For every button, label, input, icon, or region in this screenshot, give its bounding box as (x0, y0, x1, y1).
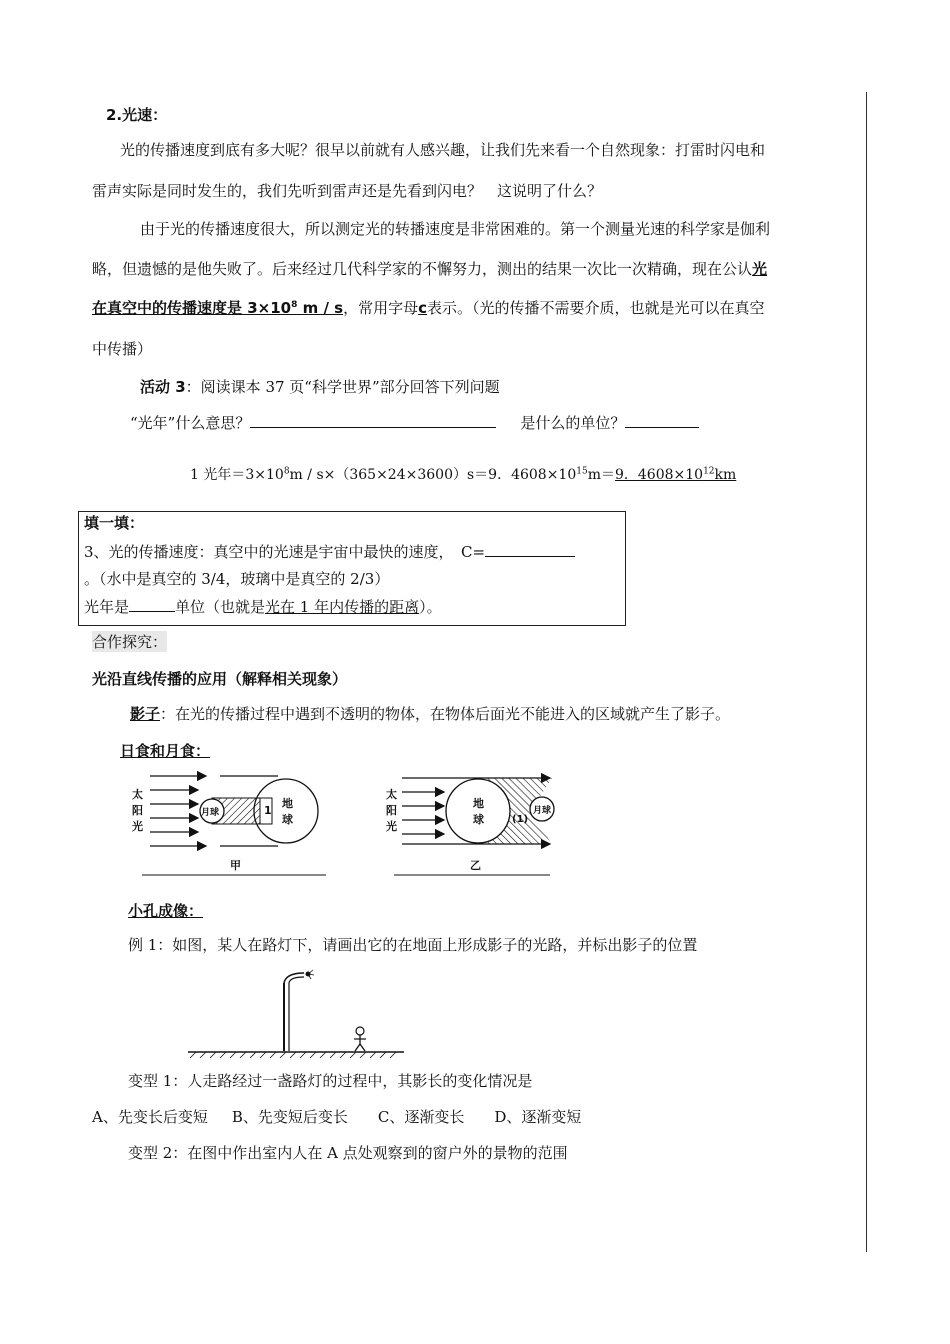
variant2-text: 变型 2：在图中作出室内人在 A 点处观察到的窗户外的景物的范围 (128, 1144, 568, 1162)
para2-line1: 由于光的传播速度很大，所以测定光的转播速度是非常困难的。第一个测量光速的科学家是伽利 (140, 220, 771, 238)
fill-box-line1: 3、光的传播速度：真空中的光速是宇宙中最快的速度， C= (84, 541, 575, 562)
street-lamp-figure (184, 965, 406, 1059)
para1-line2: 雷声实际是同时发生的，我们先听到雷声还是先看到闪电？ 这说明了什么？ (92, 182, 603, 200)
formula-result: 9．$4608\times 10^{12}km$ (614, 466, 737, 483)
para2-line2-text: 略，但遗憾的是他失败了。后来经过几代科学家的不懈努力，测出的结果一次比一次精确，现在公认 (92, 260, 753, 278)
fill-box-line2: 。（水中是真空的 3/4，玻璃中是真空的 2/3） (84, 570, 390, 588)
section-heading: 2.光速： (106, 106, 168, 124)
caption-jia: 甲 (230, 859, 241, 872)
eclipse-title: 日食和月食： (120, 742, 211, 760)
answer-blank-c[interactable] (485, 542, 575, 557)
para2-line2-bold: 光 (752, 260, 768, 278)
para2-line3-text: ，常用字母 (343, 299, 419, 317)
light-speed-statement: 在真空中的传播速度是 $3\times 10^8$ m / s (92, 299, 344, 317)
q-unit: 是什么的单位？ (520, 414, 626, 432)
fill-box-line3: 光年是 单位（也就是光在 1 年内传播的距离）。 (84, 598, 442, 616)
shadow-text: ：在光的传播过程中遇到不透明的物体，在物体后面光不能进入的区域就产生了影子。 (160, 705, 731, 723)
earth-label-yi: 地 球 (473, 797, 484, 826)
answer-blank-meaning[interactable] (250, 413, 496, 428)
answer-blank-unit[interactable] (625, 413, 699, 428)
q-meaning: “光年”什么意思？ (130, 414, 251, 432)
pinhole-title: 小孔成像： (128, 902, 204, 920)
options-row (92, 1106, 581, 1127)
activity3-label: 活动 3 (140, 378, 186, 396)
option-d: D、逐渐变短 (494, 1108, 582, 1126)
moon-label-yi: 月球 (533, 806, 552, 816)
activity3 (140, 376, 500, 397)
lightyear-questions (130, 412, 699, 433)
shadow-definition (130, 703, 730, 724)
activity3-text: ：阅读课本 37 页“科学世界”部分回答下列问题 (185, 378, 500, 396)
para2-line3 (92, 297, 765, 318)
region-label-jia: 1 (264, 804, 272, 817)
para2-line2 (92, 258, 767, 279)
letter-c: c (418, 299, 427, 317)
variant1-text: 变型 1：人走路经过一盏路灯的过程中，其影长的变化情况是 (128, 1072, 533, 1090)
earth-label-jia: 地 球 (282, 797, 293, 826)
para2-line3-rest: 表示。（光的传播不需要介质，也就是光可以在真空 (427, 299, 765, 317)
example1-text: 例 1：如图，某人在路灯下，请画出它的在地面上形成影子的光路，并标出影子的位置 (128, 936, 698, 954)
option-c: C、逐渐变长 (377, 1108, 465, 1126)
shadow-label: 影子 (130, 705, 161, 723)
sun-label-jia: 太 阳 光 (132, 788, 143, 833)
caption-yi: 乙 (470, 859, 481, 872)
lightyear-formula: 1 光年$=3\times 10^8m / s\times(365\times 24\times 3600)s=9$．$4608\times 10^{15}m=9$．$4608\times 10^{12}km$ (190, 466, 737, 483)
application-title: 光沿直线传播的应用（解释相关现象） (92, 670, 348, 688)
lightyear-definition: 光在 1 年内传播的距离 (265, 598, 420, 616)
answer-blank-unit-type[interactable] (129, 597, 175, 612)
right-margin-line (866, 92, 867, 1252)
fill-box-title: 填一填： (84, 514, 145, 532)
region-label-yi: (1) (512, 814, 529, 825)
moon-label-jia: 月球 (201, 808, 220, 818)
sun-label-yi: 太 阳 光 (386, 788, 397, 833)
cooperation-label: 合作探究： (92, 633, 168, 651)
option-a: A、先变长后变短 (92, 1108, 208, 1126)
option-b: B、先变短后变长 (231, 1108, 348, 1126)
para2-line4: 中传播） (92, 340, 153, 358)
para1-line1: 光的传播速度到底有多大呢？很早以前就有人感兴趣，让我们先来看一个自然现象：打雷时闪电和 (120, 141, 766, 159)
